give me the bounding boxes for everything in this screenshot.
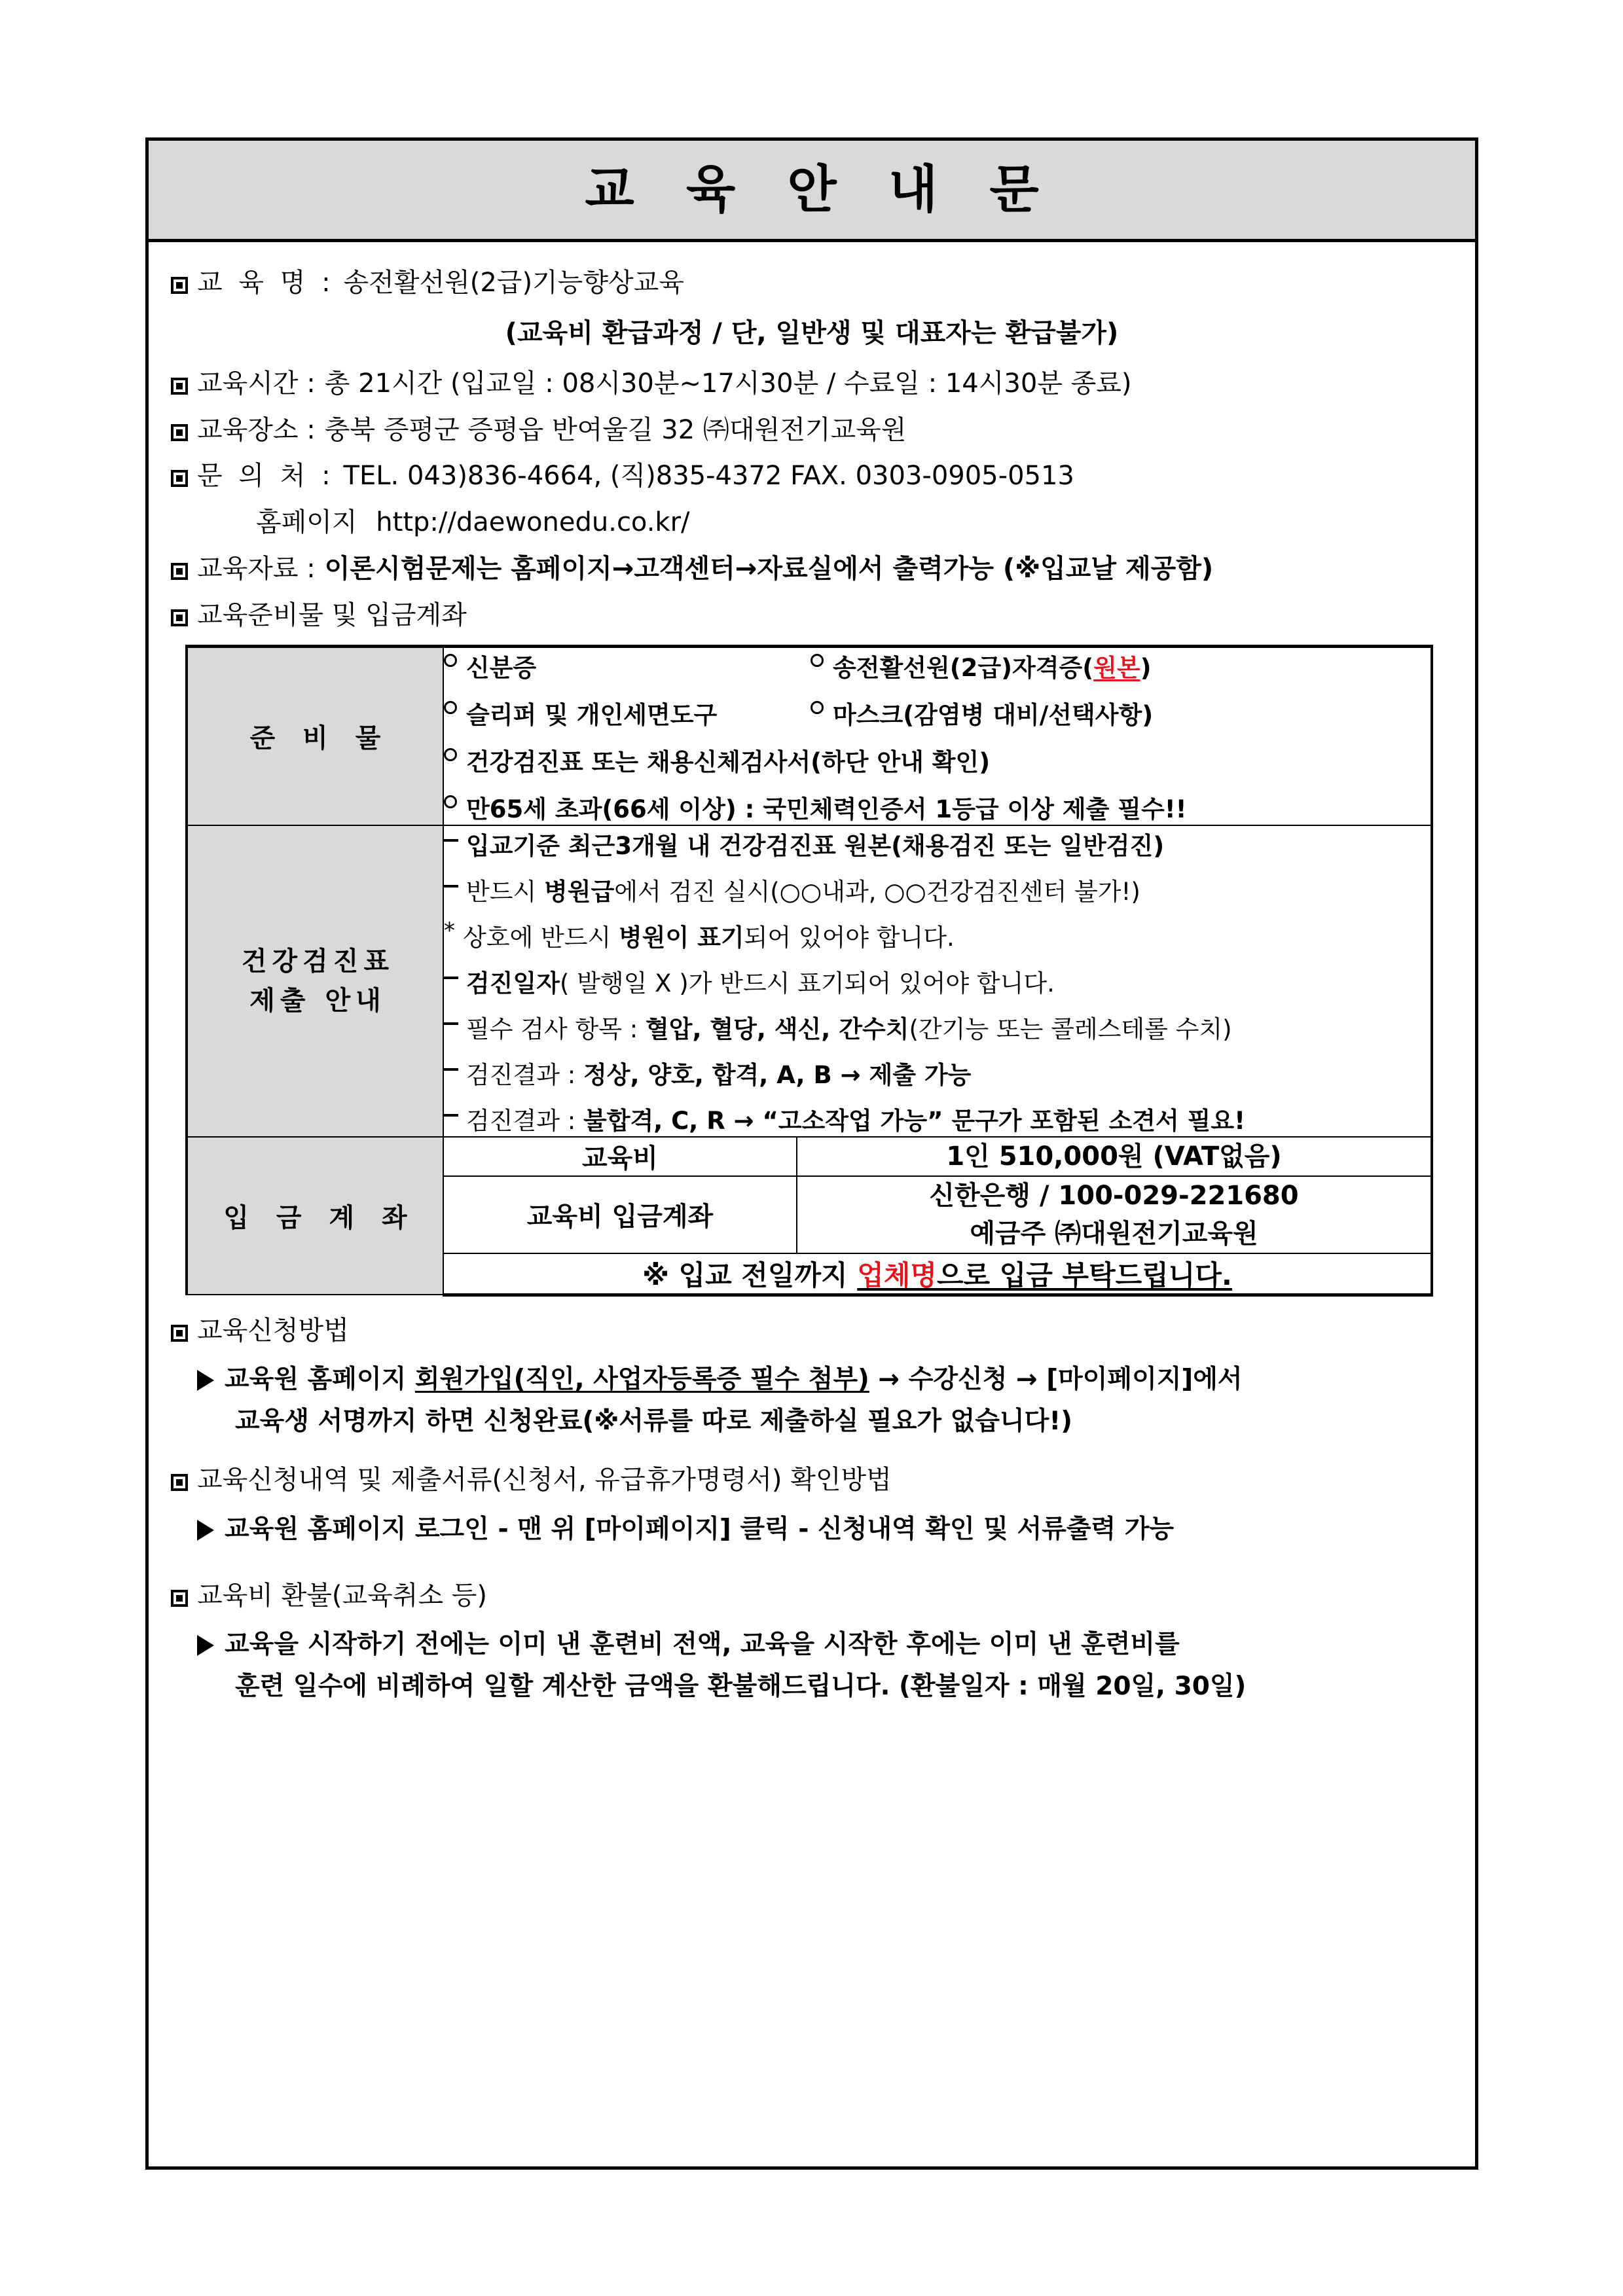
- prep-item-label: 마스크(감염병 대비/선택사항): [833, 700, 1154, 729]
- health-header-line1: 건강검진표: [241, 946, 395, 977]
- square-bullet-icon: [171, 601, 188, 636]
- course-name-note: (교육비 환급과정 / 단, 일반생 및 대표자는 환급불가): [505, 317, 1119, 348]
- homepage-row: [256, 505, 1453, 540]
- health-header-line2: 제출 안내: [249, 985, 386, 1016]
- requirements-table: [185, 645, 1433, 1297]
- health-item: 필수 검사 항목 : 혈압, 혈당, 색신, 간수치(간기능 또는 콜레스테롤 수치): [444, 1009, 1431, 1045]
- course-hours-value: 총 21시간 (입교일 : 08시30분~17시30분 / 수료일 : 14시30분 종료): [324, 368, 1132, 399]
- account-label: 교육비 입금계좌: [526, 1202, 714, 1232]
- health-item: [444, 826, 1431, 861]
- health-header-cell: [187, 825, 443, 1137]
- prep-item: [811, 695, 1431, 730]
- table-row: [187, 646, 1432, 825]
- refund-heading-row: [171, 1579, 1453, 1613]
- square-bullet-icon: [171, 461, 188, 496]
- course-hours-row: [171, 367, 1453, 401]
- apply-step-post: → 수강신청 → [마이페이지]에서: [869, 1365, 1243, 1395]
- prep-item-label: 신분증: [466, 653, 537, 682]
- circle-bullet-icon: [811, 701, 824, 714]
- dash-bullet-icon: [444, 1068, 458, 1071]
- check-heading: 교육신청내역 및 제출서류(신청서, 유급휴가명령서) 확인방법: [197, 1465, 892, 1495]
- account-label-cell: [443, 1176, 797, 1253]
- asterisk-bullet-icon: *: [444, 917, 455, 944]
- course-place-value: 충북 증평군 증평읍 반여울길 32 ㈜대원전기교육원: [324, 414, 907, 445]
- apply-heading: 교육신청방법: [197, 1315, 349, 1346]
- health-item: 검진일자( 발행일 X )가 반드시 표기되어 있어야 합니다.: [444, 963, 1431, 999]
- account-value-cell: [797, 1176, 1432, 1253]
- prep-header-cell: [187, 646, 443, 825]
- square-bullet-icon: [171, 1581, 188, 1616]
- material-value: 이론시험문제는 홈페이지→고객센터→자료실에서 출력가능 (※입교날 제공함): [324, 553, 1214, 584]
- course-place-row: [171, 413, 1453, 448]
- health-items-cell: [443, 825, 1432, 1137]
- payment-header-cell: [187, 1137, 443, 1295]
- homepage-label: 홈페이지: [256, 507, 357, 538]
- refund-line1: 교육을 시작하기 전에는 이미 낸 훈련비 전액, 교육을 시작한 후에는 이미 낸 훈련비를: [225, 1630, 1180, 1660]
- table-heading-row: [171, 598, 1453, 633]
- health-item: 검진결과 : 불합격, C, R → “고소작업 가능” 문구가 포함된 소견서 필요!: [444, 1101, 1431, 1136]
- circle-bullet-icon: [444, 795, 457, 808]
- check-step-label: 교육원 홈페이지 로그인 - 맨 위 [마이페이지] 클릭 - 신청내역 확인 및 서류출력 가능: [225, 1514, 1175, 1544]
- fee-label: 교육비: [582, 1143, 658, 1174]
- apply-heading-row: [171, 1314, 1453, 1348]
- triangle-bullet-icon: [197, 1520, 214, 1541]
- fee-label-cell: [443, 1137, 797, 1176]
- prep-item: [811, 648, 1431, 683]
- prep-item-highlight: 원본: [1093, 653, 1140, 682]
- course-place-label: 교육장소 :: [197, 414, 316, 445]
- apply-step-line2: 교육생 서명까지 하면 신청완료(※서류를 따로 제출하실 필요가 없습니다!): [235, 1407, 1072, 1437]
- payment-header-label: 입 금 계 좌: [223, 1202, 416, 1233]
- fee-value-cell: [797, 1137, 1432, 1176]
- dash-bullet-icon: [444, 1114, 458, 1117]
- prep-item-label: 만65세 초과(66세 이상) : 국민체력인증서 1등급 이상 제출 필수!!: [466, 795, 1187, 823]
- health-item-label: 입교기준 최근3개월 내 건강검진표 원본(채용검진 또는 일반검진): [466, 831, 1165, 860]
- dash-bullet-icon: [444, 885, 458, 888]
- course-name-value: 송전활선원(2급)기능향상교육: [343, 268, 684, 298]
- payment-note-highlight: 업체명: [857, 1259, 937, 1291]
- title-banner: [149, 141, 1475, 242]
- prep-item: [444, 742, 1431, 778]
- triangle-bullet-icon: [197, 1635, 214, 1656]
- prep-header-label: 준 비 물: [249, 723, 390, 754]
- material-row: [171, 552, 1453, 586]
- apply-step-pre: 교육원 홈페이지: [225, 1365, 415, 1395]
- contact-value: TEL. 043)836-4664, (직)835-4372 FAX. 0303-0905-0513: [343, 461, 1074, 492]
- dash-bullet-icon: [444, 977, 458, 979]
- dash-bullet-icon: [444, 839, 458, 842]
- account-bank-number: 신한은행 / 100-029-221680: [929, 1180, 1299, 1211]
- refund-heading: 교육비 환불(교육취소 등): [197, 1580, 488, 1611]
- circle-bullet-icon: [444, 701, 457, 714]
- health-item: * 상호에 반드시 병원이 표기되어 있어야 합니다.: [444, 917, 955, 952]
- contact-label: 문 의 처 :: [197, 461, 335, 492]
- prep-items-cell: [443, 646, 1432, 825]
- course-hours-label: 교육시간 :: [197, 368, 316, 399]
- triangle-bullet-icon: [197, 1370, 214, 1391]
- table-heading: 교육준비물 및 입금계좌: [197, 600, 467, 630]
- square-bullet-icon: [171, 1316, 188, 1351]
- square-bullet-icon: [171, 416, 188, 450]
- material-label: 교육자료 :: [197, 553, 316, 584]
- dash-bullet-icon: [444, 1022, 458, 1025]
- payment-note-post: 으로 입금 부탁드립니다.: [936, 1259, 1232, 1291]
- check-heading-row: [171, 1463, 1453, 1498]
- refund-line1-row: [197, 1627, 1453, 1662]
- circle-bullet-icon: [444, 748, 457, 761]
- refund-line2: 훈련 일수에 비례하여 일할 계산한 금액을 환불해드립니다. (환불일자 : 매월 20일, 30일): [235, 1672, 1247, 1702]
- course-name-label: 교 육 명 :: [197, 268, 335, 298]
- square-bullet-icon: [171, 1465, 188, 1500]
- notice-page: [145, 137, 1478, 2170]
- circle-bullet-icon: [444, 654, 457, 667]
- homepage-url[interactable]: http://daewonedu.co.kr/: [376, 507, 690, 538]
- page-title: 교 육 안 내 문: [585, 160, 1056, 219]
- prep-item: [444, 648, 811, 683]
- apply-step-underline: 회원가입(직인, 사업자등록증 필수 첨부): [414, 1365, 869, 1395]
- prep-item-label: 송전활선원(2급)자격증(: [833, 653, 1094, 682]
- prep-item-label: 건강검진표 또는 채용신체검사서(하단 안내 확인): [466, 747, 991, 776]
- check-step-row: [197, 1512, 1453, 1547]
- account-holder: 예금주 ㈜대원전기교육원: [970, 1218, 1258, 1249]
- fee-value: 1인 510,000원 (VAT없음): [946, 1141, 1282, 1172]
- prep-item-close: ): [1140, 653, 1152, 682]
- square-bullet-icon: [171, 369, 188, 404]
- payment-note-pre: ※ 입교 전일까지: [642, 1259, 858, 1291]
- square-bullet-icon: [171, 268, 188, 303]
- payment-note-cell: [443, 1253, 1432, 1295]
- course-name-row: [171, 266, 1453, 300]
- table-row: [187, 825, 1432, 1137]
- health-item: 반드시 병원급에서 검진 실시(○○내과, ○○건강검진센터 불가!): [444, 872, 1431, 907]
- notice-body: [149, 242, 1475, 1704]
- circle-bullet-icon: [811, 654, 824, 667]
- table-row: [187, 1137, 1432, 1176]
- prep-item: [444, 789, 1431, 825]
- apply-step-row: [197, 1362, 1453, 1397]
- square-bullet-icon: [171, 554, 188, 589]
- prep-item: [444, 695, 811, 730]
- prep-item-label: 슬리퍼 및 개인세면도구: [466, 700, 718, 729]
- health-item: 검진결과 : 정상, 양호, 합격, A, B → 제출 가능: [444, 1055, 1431, 1090]
- contact-row: [171, 459, 1453, 493]
